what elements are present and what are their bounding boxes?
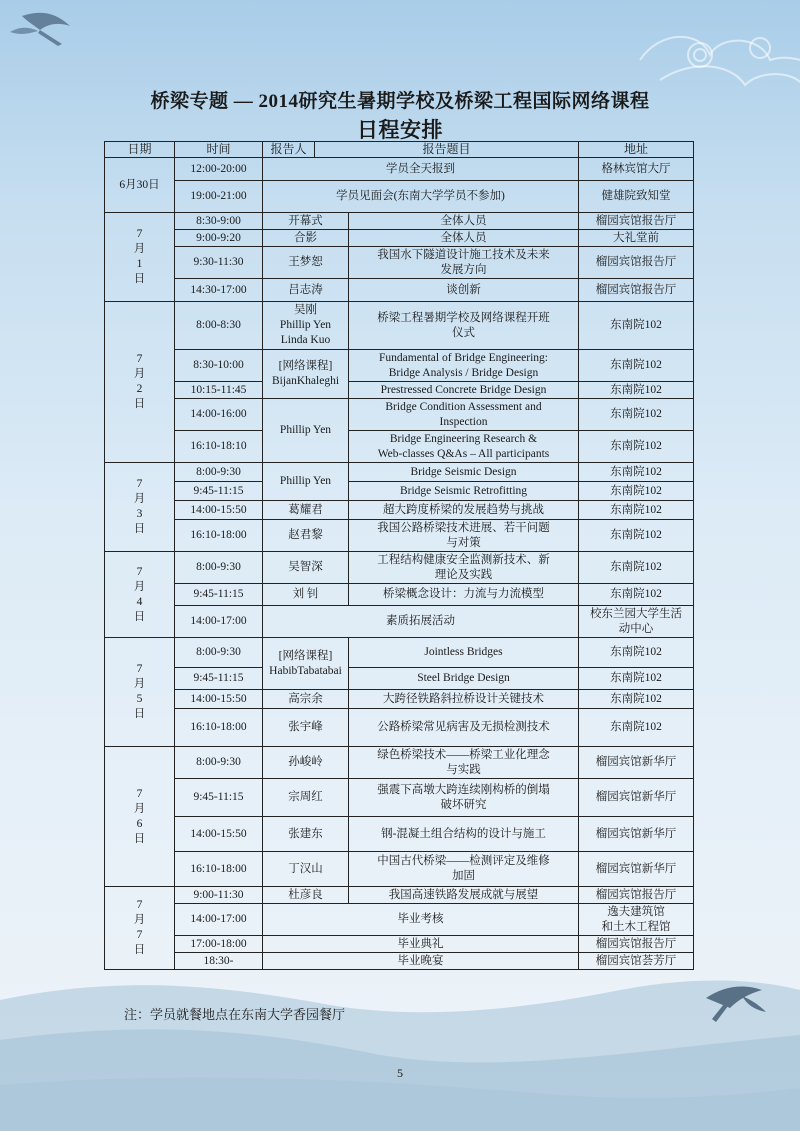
place-cell: 东南院102 (579, 520, 694, 552)
table-row (105, 887, 694, 904)
place-cell: 东南院102 (579, 382, 694, 399)
time-cell: 16:10-18:10 (175, 431, 263, 463)
column-header-place: 地址 (579, 142, 694, 158)
time-cell: 17:00-18:00 (175, 936, 263, 953)
time-cell: 8:00-9:30 (175, 463, 263, 482)
topic-cell: 学员见面会(东南大学学员不参加) (263, 181, 579, 213)
table-row (105, 953, 694, 970)
time-cell: 9:45-11:15 (175, 668, 263, 690)
topic-cell: Bridge Engineering Research & Web-classes Q&As – All participants (349, 431, 579, 463)
topic-cell: 工程结构健康安全监测新技术、新 理论及实践 (349, 552, 579, 584)
time-cell: 9:45-11:15 (175, 482, 263, 501)
topic-cell: Steel Bridge Design (349, 668, 579, 690)
place-cell: 东南院102 (579, 690, 694, 709)
table-row (105, 690, 694, 709)
topic-cell: Fundamental of Bridge Engineering: Bridge Analysis / Bridge Design (349, 350, 579, 382)
footnote: 注：学员就餐地点在东南大学香园餐厅 (124, 1007, 346, 1022)
topic-cell: 毕业典礼 (263, 936, 579, 953)
table-row (105, 302, 694, 350)
topic-cell: 中国古代桥梁——检测评定及维修 加固 (349, 852, 579, 887)
speaker-cell: 葛耀君 (263, 501, 349, 520)
time-cell: 16:10-18:00 (175, 852, 263, 887)
topic-cell: 素质拓展活动 (263, 606, 579, 638)
topic-cell: 学员全天报到 (263, 158, 579, 181)
place-cell: 东南院102 (579, 482, 694, 501)
table-header-row (105, 142, 694, 158)
date-cell: 7月6日 (105, 747, 175, 887)
place-cell: 榴园宾馆新华厅 (579, 779, 694, 817)
table-row (105, 431, 694, 463)
column-header-time: 时间 (175, 142, 263, 158)
time-cell: 18:30- (175, 953, 263, 970)
table-row (105, 213, 694, 230)
table-row (105, 230, 694, 247)
place-cell: 榴园宾馆新华厅 (579, 817, 694, 852)
time-cell: 8:00-9:30 (175, 638, 263, 668)
column-header-speaker: 报告人 (263, 142, 315, 158)
place-cell: 榴园宾馆报告厅 (579, 213, 694, 230)
speaker-cell: [网络课程] BijanKhaleghi (263, 350, 349, 399)
speaker-cell: 赵君黎 (263, 520, 349, 552)
time-cell: 9:00-11:30 (175, 887, 263, 904)
place-cell: 东南院102 (579, 431, 694, 463)
place-cell: 东南院102 (579, 638, 694, 668)
topic-cell: 我国高速铁路发展成就与展望 (349, 887, 579, 904)
speaker-cell: 张建东 (263, 817, 349, 852)
date-cell: 7月1日 (105, 213, 175, 302)
time-cell: 8:30-10:00 (175, 350, 263, 382)
table-row (105, 606, 694, 638)
topic-cell: Prestressed Concrete Bridge Design (349, 382, 579, 399)
table-row (105, 520, 694, 552)
place-cell: 榴园宾馆荟芳厅 (579, 953, 694, 970)
topic-cell: 谈创新 (349, 279, 579, 302)
date-cell: 7月5日 (105, 638, 175, 747)
place-cell: 东南院102 (579, 302, 694, 350)
column-header-date: 日期 (105, 142, 175, 158)
topic-cell: 我国水下隧道设计施工技术及未来 发展方向 (349, 247, 579, 279)
table-row (105, 638, 694, 668)
speaker-cell: 开幕式 (263, 213, 349, 230)
time-cell: 16:10-18:00 (175, 520, 263, 552)
table-row (105, 463, 694, 482)
topic-cell: 大跨径铁路斜拉桥设计关键技术 (349, 690, 579, 709)
table-row (105, 382, 694, 399)
table-row (105, 181, 694, 213)
time-cell: 8:00-8:30 (175, 302, 263, 350)
time-cell: 9:45-11:15 (175, 779, 263, 817)
place-cell: 东南院102 (579, 501, 694, 520)
topic-cell: Bridge Condition Assessment and Inspection (349, 399, 579, 431)
place-cell: 大礼堂前 (579, 230, 694, 247)
speaker-cell: 吕志涛 (263, 279, 349, 302)
place-cell: 东南院102 (579, 668, 694, 690)
table-row (105, 779, 694, 817)
topic-cell: Bridge Seismic Retrofitting (349, 482, 579, 501)
place-cell: 东南院102 (579, 350, 694, 382)
topic-cell: 全体人员 (349, 230, 579, 247)
time-cell: 9:00-9:20 (175, 230, 263, 247)
place-cell: 逸夫建筑馆 和土木工程馆 (579, 904, 694, 936)
date-cell: 7月2日 (105, 302, 175, 463)
time-cell: 8:00-9:30 (175, 747, 263, 779)
speaker-cell: 刘 钊 (263, 584, 349, 606)
speaker-cell: Phillip Yen (263, 399, 349, 463)
page-title: 桥梁专题 — 2014研究生暑期学校及桥梁工程国际网络课程 (150, 91, 650, 112)
speaker-cell: 王梦恕 (263, 247, 349, 279)
place-cell: 榴园宾馆报告厅 (579, 279, 694, 302)
place-cell: 东南院102 (579, 399, 694, 431)
time-cell: 9:45-11:15 (175, 584, 263, 606)
crane-bird-icon (10, 13, 70, 46)
speaker-cell: 高宗余 (263, 690, 349, 709)
time-cell: 12:00-20:00 (175, 158, 263, 181)
table-row (105, 584, 694, 606)
place-cell: 东南院102 (579, 709, 694, 747)
table-row (105, 279, 694, 302)
time-cell: 14:00-16:00 (175, 399, 263, 431)
place-cell: 榴园宾馆报告厅 (579, 247, 694, 279)
place-cell: 榴园宾馆新华厅 (579, 852, 694, 887)
table-row (105, 904, 694, 936)
schedule-table (104, 141, 694, 970)
speaker-cell: 张宇峰 (263, 709, 349, 747)
time-cell: 14:30-17:00 (175, 279, 263, 302)
topic-cell: Bridge Seismic Design (349, 463, 579, 482)
topic-cell: 超大跨度桥梁的发展趋势与挑战 (349, 501, 579, 520)
topic-cell: Jointless Bridges (349, 638, 579, 668)
time-cell: 14:00-15:50 (175, 817, 263, 852)
topic-cell: 绿色桥梁技术——桥梁工业化理念 与实践 (349, 747, 579, 779)
time-cell: 10:15-11:45 (175, 382, 263, 399)
time-cell: 14:00-15:50 (175, 501, 263, 520)
place-cell: 健雄院致知堂 (579, 181, 694, 213)
topic-cell: 全体人员 (349, 213, 579, 230)
time-cell: 8:00-9:30 (175, 552, 263, 584)
date-cell: 7月4日 (105, 552, 175, 638)
table-row (105, 247, 694, 279)
speaker-cell: 吴智深 (263, 552, 349, 584)
table-row (105, 501, 694, 520)
time-cell: 19:00-21:00 (175, 181, 263, 213)
table-row (105, 747, 694, 779)
table-row (105, 552, 694, 584)
speaker-cell: [网络课程] HabibTabatabai (263, 638, 349, 690)
page-subtitle: 日程安排 (357, 118, 443, 142)
speaker-cell: Phillip Yen (263, 463, 349, 501)
topic-cell: 公路桥梁常见病害及无损检测技术 (349, 709, 579, 747)
time-cell: 9:30-11:30 (175, 247, 263, 279)
time-cell: 8:30-9:00 (175, 213, 263, 230)
time-cell: 14:00-17:00 (175, 904, 263, 936)
place-cell: 东南院102 (579, 463, 694, 482)
topic-cell: 毕业晚宴 (263, 953, 579, 970)
date-cell: 6月30日 (105, 158, 175, 213)
place-cell: 东南院102 (579, 552, 694, 584)
topic-cell: 桥梁概念设计：力流与力流模型 (349, 584, 579, 606)
time-cell: 14:00-17:00 (175, 606, 263, 638)
time-cell: 14:00-15:50 (175, 690, 263, 709)
cloud-icon (640, 37, 800, 85)
speaker-cell: 孙峻岭 (263, 747, 349, 779)
topic-cell: 我国公路桥梁技术进展、若干问题 与对策 (349, 520, 579, 552)
page-number: 5 (397, 1066, 403, 1080)
topic-cell: 钢-混凝土组合结构的设计与施工 (349, 817, 579, 852)
column-header-topic: 报告题目 (315, 142, 579, 158)
table-row (105, 709, 694, 747)
table-row (105, 817, 694, 852)
place-cell: 榴园宾馆报告厅 (579, 936, 694, 953)
topic-cell: 强震下高墩大跨连续刚构桥的倒塌 破坏研究 (349, 779, 579, 817)
time-cell: 16:10-18:00 (175, 709, 263, 747)
table-row (105, 852, 694, 887)
table-row (105, 399, 694, 431)
speaker-cell: 合影 (263, 230, 349, 247)
date-cell: 7月7日 (105, 887, 175, 970)
topic-cell: 毕业考核 (263, 904, 579, 936)
place-cell: 榴园宾馆报告厅 (579, 887, 694, 904)
table-row (105, 936, 694, 953)
place-cell: 格林宾馆大厅 (579, 158, 694, 181)
speaker-cell: 宗周红 (263, 779, 349, 817)
speaker-cell: 丁汉山 (263, 852, 349, 887)
place-cell: 榴园宾馆新华厅 (579, 747, 694, 779)
topic-cell: 桥梁工程暑期学校及网络课程开班 仪式 (349, 302, 579, 350)
table-row (105, 350, 694, 382)
speaker-cell: 吴刚 Phillip Yen Linda Kuo (263, 302, 349, 350)
place-cell: 东南院102 (579, 584, 694, 606)
table-row (105, 668, 694, 690)
table-row (105, 482, 694, 501)
place-cell: 校东兰园大学生活 动中心 (579, 606, 694, 638)
table-row (105, 158, 694, 181)
date-cell: 7月3日 (105, 463, 175, 552)
speaker-cell: 杜彦良 (263, 887, 349, 904)
